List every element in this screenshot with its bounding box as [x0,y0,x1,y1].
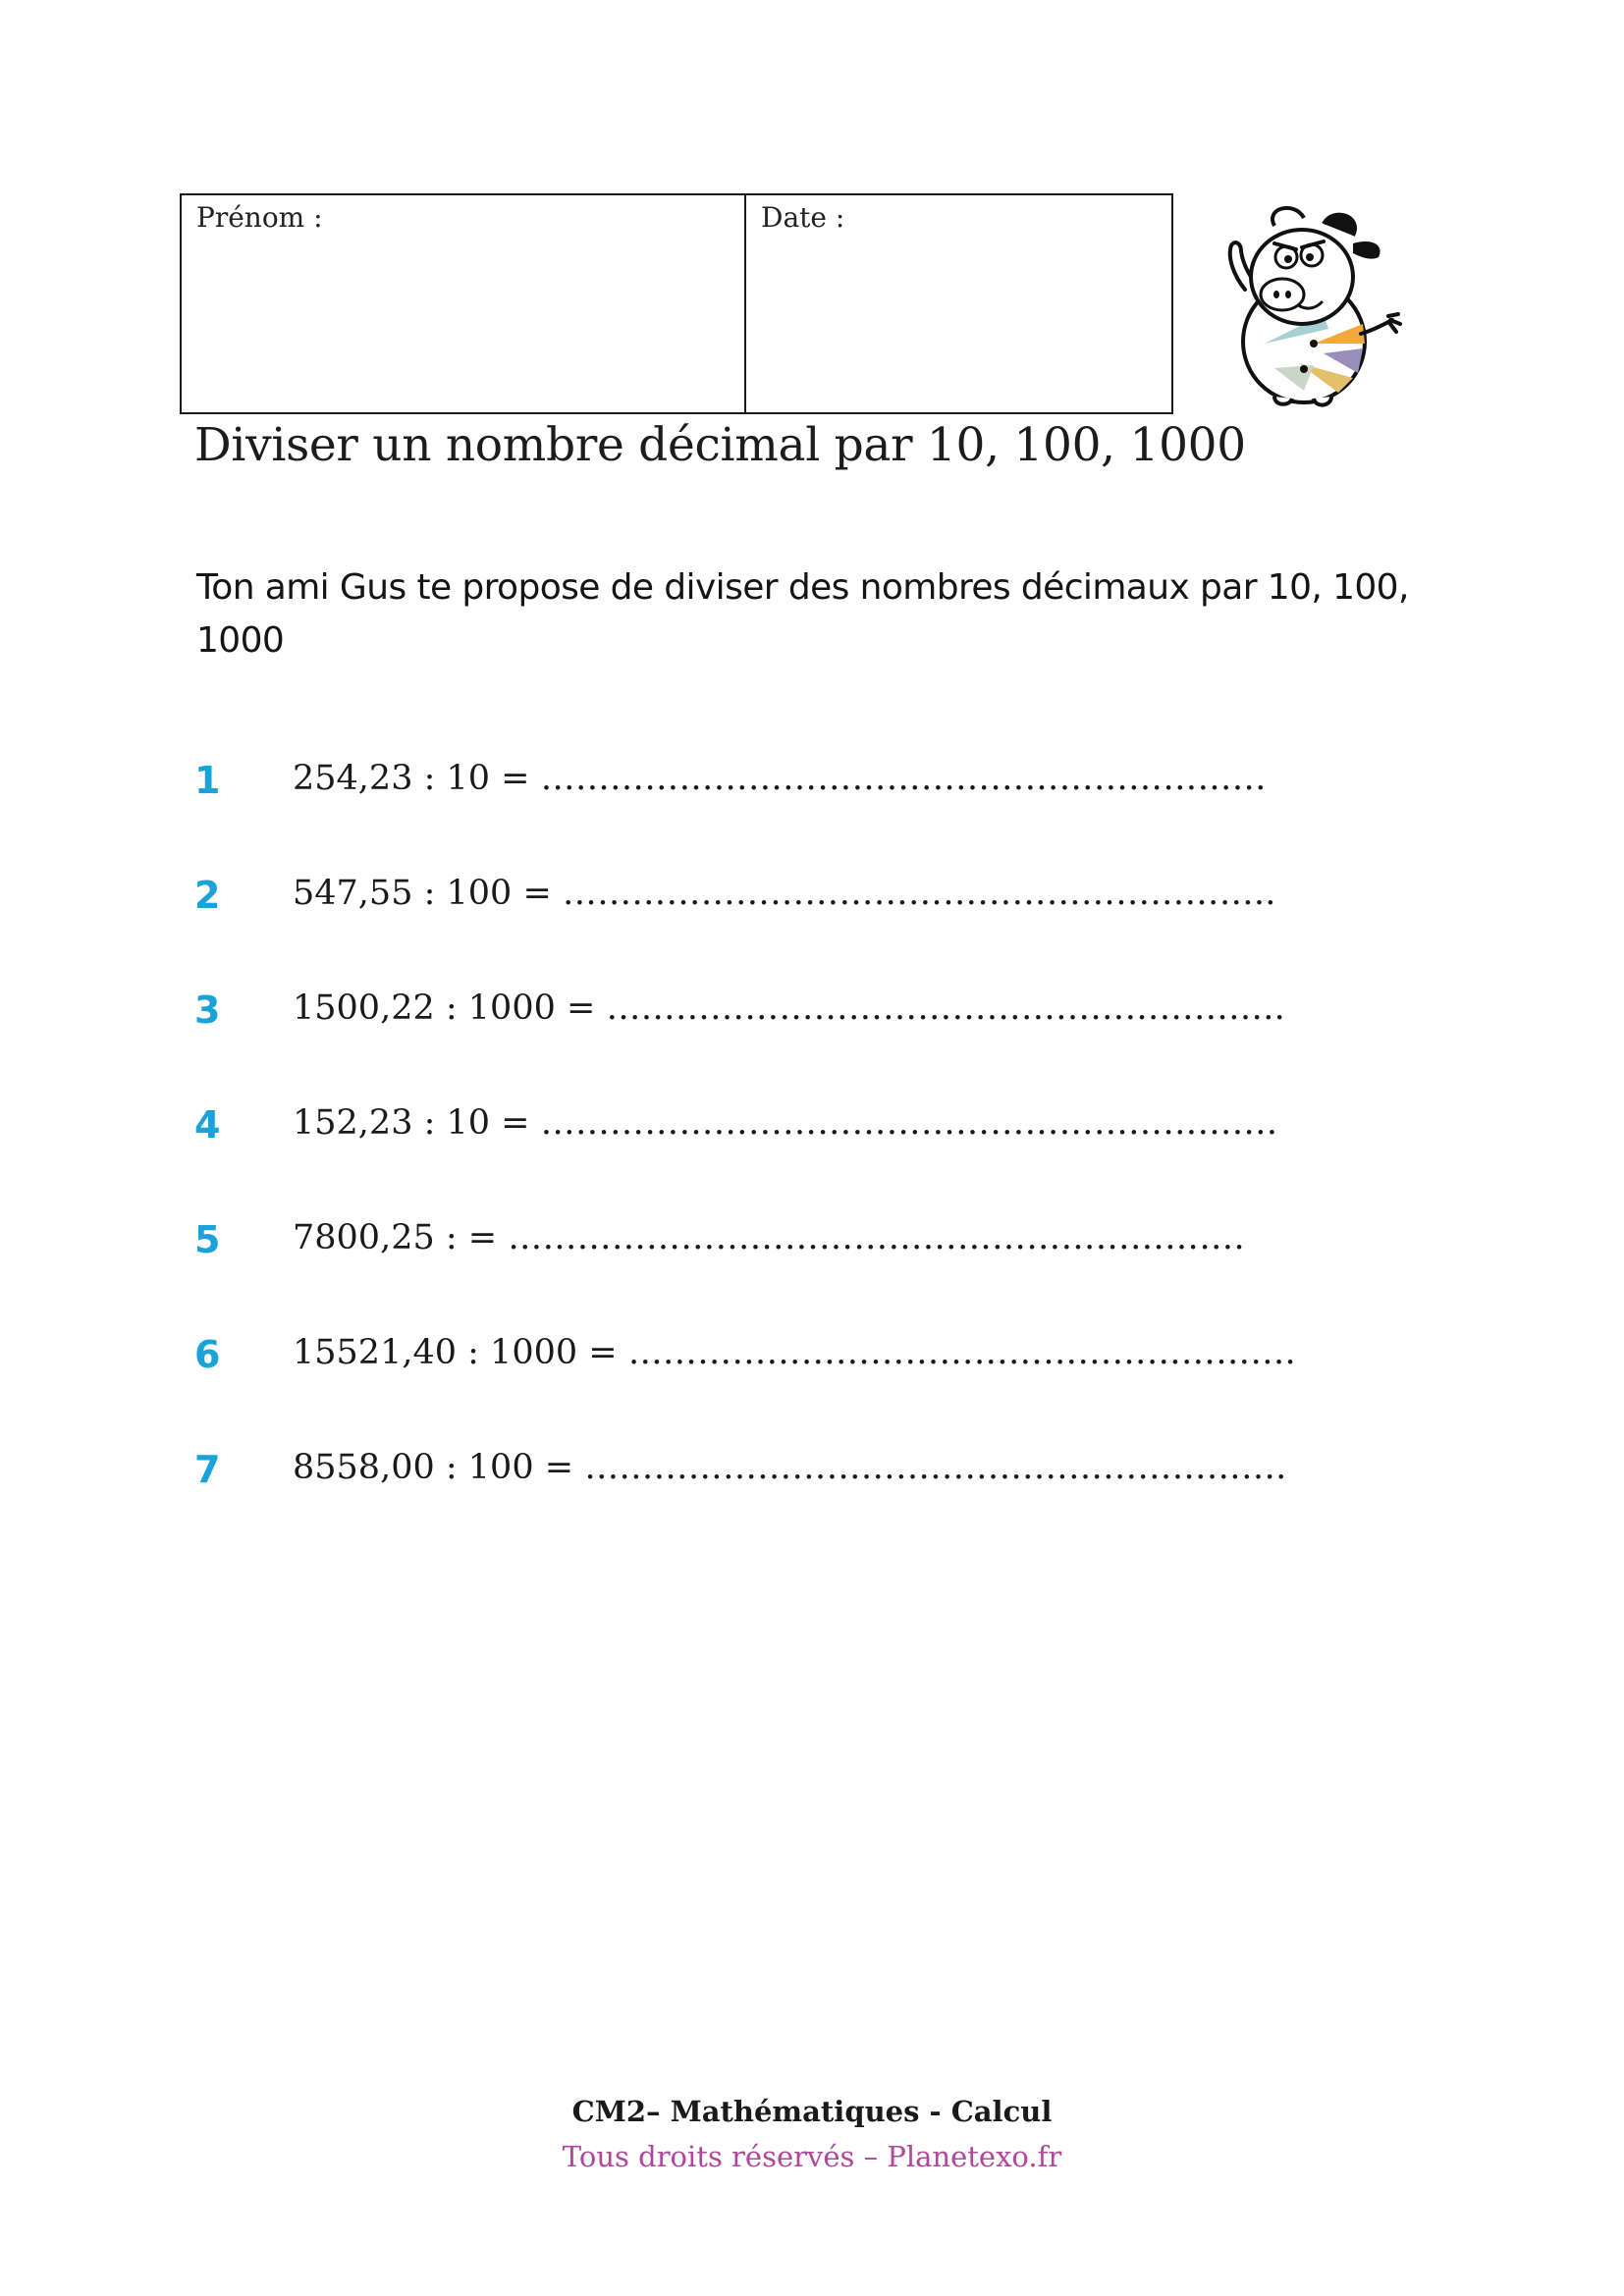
answer-dots[interactable]: …………………………………………………. [627,1333,1296,1372]
date-field[interactable] [746,195,1171,412]
exercise-number: 7 [194,1448,221,1491]
name-field[interactable] [182,195,746,412]
answer-dots[interactable]: ………………………………………………….. [606,988,1285,1028]
exercise-item [194,751,1471,810]
exercise-number: 3 [194,988,221,1032]
exercise-number: 1 [194,759,221,802]
exercise-line[interactable] [293,1448,1287,1487]
exercise-line[interactable] [293,759,1267,798]
exercise-expression: 7800,25 : = [293,1218,498,1257]
worksheet-title: Diviser un nombre décimal par 10, 100, 1000 [194,418,1246,472]
exercise-item [194,1210,1471,1269]
exercise-line[interactable] [293,988,1285,1028]
answer-dots[interactable]: ……………………………………………………. [584,1448,1287,1487]
student-info-table [180,193,1173,414]
exercise-item [194,1440,1471,1499]
exercise-expression: 254,23 : 10 = [293,759,530,798]
exercise-line[interactable] [293,1218,1245,1257]
footer-copyright: Tous droits réservés – Planetexo.fr [562,2140,1062,2173]
exercise-expression: 152,23 : 10 = [293,1103,530,1143]
exercise-item [194,1095,1471,1154]
date-label: Date : [761,201,845,234]
exercise-line[interactable] [293,1333,1296,1372]
sheep-mascot-icon [1206,196,1412,414]
exercise-line[interactable] [293,1103,1277,1143]
exercise-expression: 547,55 : 100 = [293,874,552,913]
instructions-text: Ton ami Gus te propose de diviser des nombres décimaux par 10, 100, 1000 [196,567,1409,661]
exercise-line[interactable] [293,874,1276,913]
exercise-number: 4 [194,1103,221,1147]
exercise-expression: 15521,40 : 1000 = [293,1333,618,1372]
exercise-expression: 8558,00 : 100 = [293,1448,574,1487]
exercise-item [194,866,1471,925]
exercise-number: 6 [194,1333,221,1376]
answer-dots[interactable]: ………………………………………………………. [508,1218,1245,1257]
exercise-number: 2 [194,874,221,917]
answer-dots[interactable]: ……………………………………………………… [540,759,1267,798]
exercise-item [194,1325,1471,1384]
exercise-expression: 1500,22 : 1000 = [293,988,596,1028]
name-label: Prénom : [196,201,323,234]
exercise-number: 5 [194,1218,221,1261]
answer-dots[interactable]: …………………………………………………….. [562,874,1276,913]
exercise-item [194,981,1471,1040]
footer-title: CM2– Mathématiques - Calcul [571,2095,1053,2128]
answer-dots[interactable]: ………………………………………………………. [540,1103,1278,1143]
